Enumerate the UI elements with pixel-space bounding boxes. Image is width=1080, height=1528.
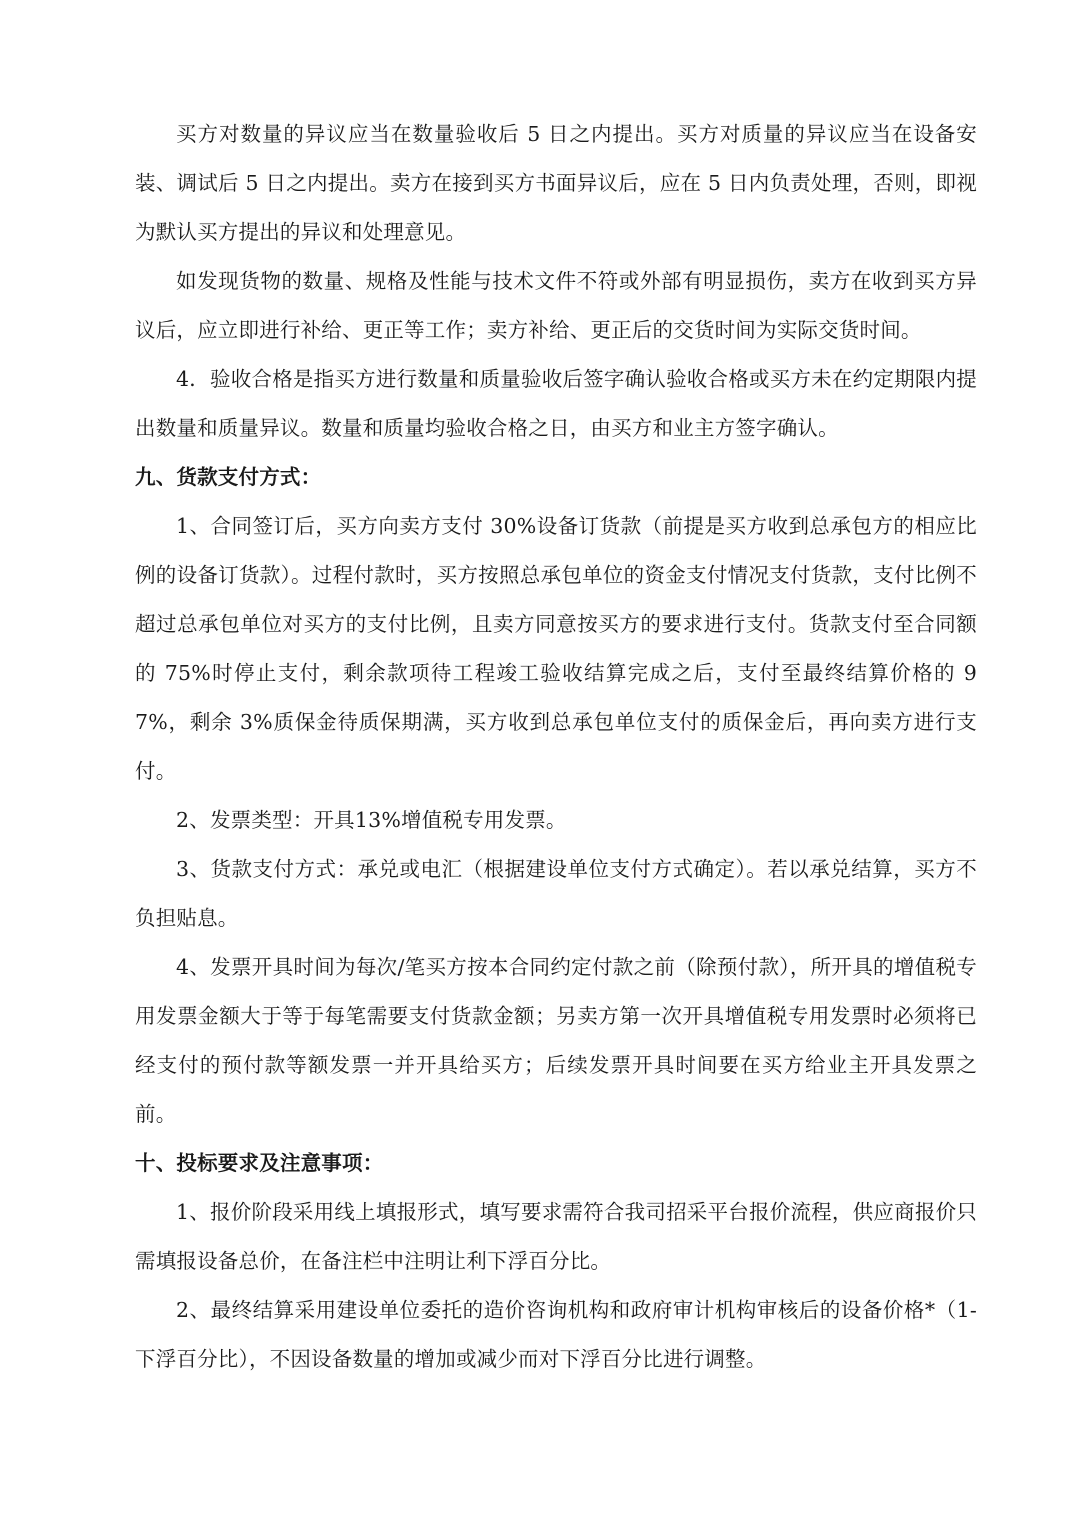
paragraph-payment-method: 3、货款支付方式：承兑或电汇（根据建设单位支付方式确定）。若以承兑结算，买方不负担贴息。 xyxy=(135,857,977,930)
section-heading-payment: 九、货款支付方式： xyxy=(135,465,322,489)
paragraph-payment-terms: 1、合同签订后，买方向卖方支付 30%设备订货款（前提是买方收到总承包方的相应比例的设备订货款）。过程付款时，买方按照总承包单位的资金支付情况支付货款，支付比例不超过总承包单位对买方的支付比例，且卖方同意按买方的要求进行支付。货款支付至合同额的 75%时停止支付，剩余款项待工程竣工验收结算完成之后，支付至最终结算价格的 97%，剩余 3%质保金待质保期满，买方收到总承包单位支付的质保金后，再向卖方进行支付。 xyxy=(135,514,977,783)
paragraph-bid-quotation: 1、报价阶段采用线上填报形式，填写要求需符合我司招采平台报价流程，供应商报价只需填报设备总价，在备注栏中注明让利下浮百分比。 xyxy=(135,1200,977,1273)
paragraph-damage-handling: 如发现货物的数量、规格及性能与技术文件不符或外部有明显损伤，卖方在收到买方异议后，应立即进行补给、更正等工作；卖方补给、更正后的交货时间为实际交货时间。 xyxy=(135,269,977,342)
paragraph-invoice-timing: 4、发票开具时间为每次/笔买方按本合同约定付款之前（除预付款），所开具的增值税专用发票金额大于等于每笔需要支付货款金额；另卖方第一次开具增值税专用发票时必须将已经支付的预付款等额发票一并开具给买方；后续发票开具时间要在买方给业主开具发票之前。 xyxy=(135,955,977,1126)
paragraph-final-settlement: 2、最终结算采用建设单位委托的造价咨询机构和政府审计机构审核后的设备价格*（1-下浮百分比），不因设备数量的增加或减少而对下浮百分比进行调整。 xyxy=(135,1298,977,1371)
paragraph-invoice-type: 2、发票类型：开具13%增值税专用发票。 xyxy=(176,808,567,832)
document-page xyxy=(135,110,977,1384)
section-heading-bidding: 十、投标要求及注意事项： xyxy=(135,1151,384,1175)
paragraph-quantity-objection: 买方对数量的异议应当在数量验收后 5 日之内提出。买方对质量的异议应当在设备安装、调试后 5 日之内提出。卖方在接到买方书面异议后，应在 5 日内负责处理，否则，即视为默认买方提出的异议和处理意见。 xyxy=(135,122,977,244)
paragraph-acceptance-definition: 4．验收合格是指买方进行数量和质量验收后签字确认验收合格或买方未在约定期限内提出数量和质量异议。数量和质量均验收合格之日，由买方和业主方签字确认。 xyxy=(135,367,977,440)
